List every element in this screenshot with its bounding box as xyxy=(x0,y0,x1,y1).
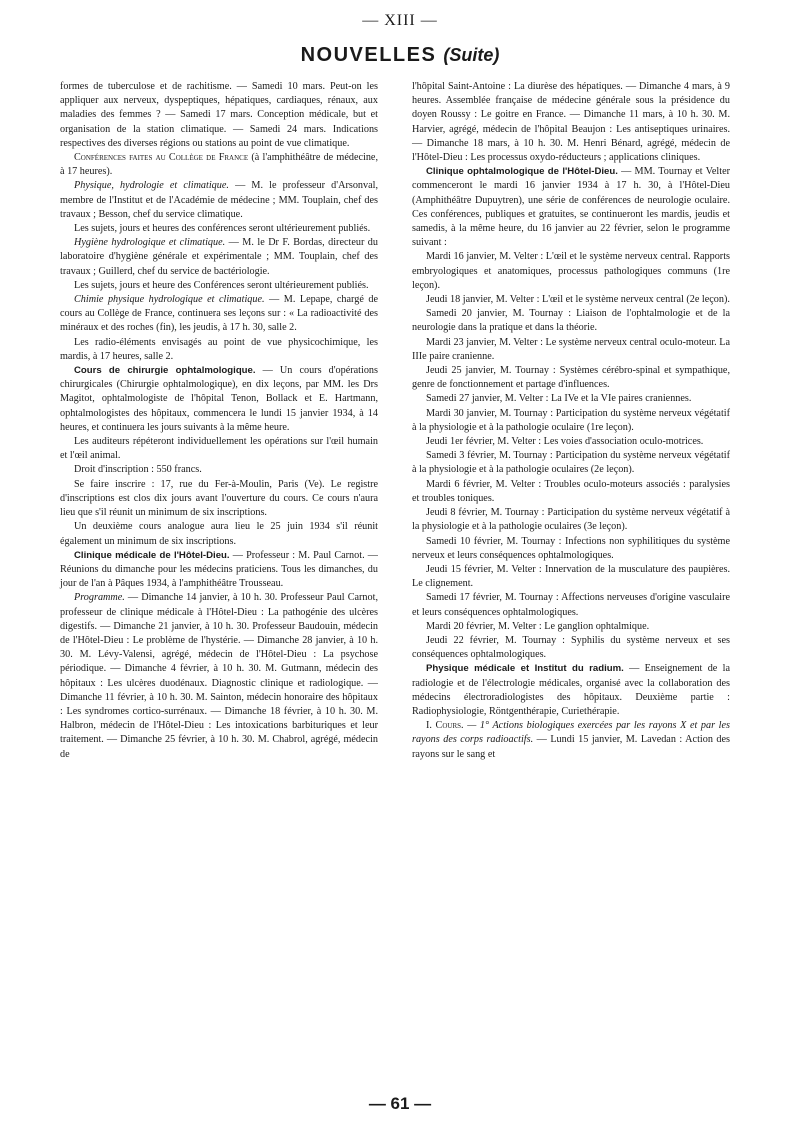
list-item: Mardi 16 janvier, M. Velter : L'œil et le système nerveux central. Rapports embryologiques et anatomiques, processus pathologiques communs (1re leçon). xyxy=(412,251,730,291)
list-item: Mardi 20 février, M. Velter : Le ganglion ophtalmique. xyxy=(426,620,650,632)
list-item: Samedi 27 janvier, M. Velter : La IVe et la VIe paires craniennes. xyxy=(426,393,692,405)
left-column xyxy=(60,80,378,762)
paragraph: Un deuxième cours analogue aura lieu le 25 juin 1934 s'il réunit également un minimum de six inscriptions. xyxy=(60,521,378,547)
page-title xyxy=(0,44,800,67)
section-heading: Clinique ophtalmologique de l'Hôtel-Dieu. xyxy=(426,166,618,178)
page-roman-number: — XIII — xyxy=(362,12,438,29)
paragraph: Les sujets, jours et heures des conférences seront ultérieurement publiés. xyxy=(74,223,371,235)
section-heading: Physique médicale et Institut du radium. xyxy=(426,663,624,675)
paragraph: I. Cours. — 1° Actions biologiques exercées par les rayons X et par les rayons des corps radioactifs. — Lundi 15 janvier, M. Lavedan : Action des rayons sur le sang et xyxy=(412,720,730,760)
subheading: Programme. xyxy=(74,592,125,604)
title-main: NOUVELLES xyxy=(300,44,437,66)
list-item: Jeudi 25 janvier, M. Tournay : Systèmes cérébro-spinal et sympathique, genre de fonctionnement et partage d'influences. xyxy=(412,365,730,391)
list-item: Samedi 17 février, M. Tournay : Affections nerveuses d'origine vasculaire et leurs conséquences ophtalmologiques. xyxy=(412,592,730,618)
paragraph: Cours de chirurgie ophtalmologique. — Un cours d'opérations chirurgicales (Chirurgie ophtalmologique), en dix leçons, par MM. les Drs Magitot, ophtalmologiste de l'hôpital Tenon, Bollack et E. Hartmann, ophtalmologistes des hôpitaux, commencera le lundi 15 janvier 1934, à 14 heures, et continuera les jours suivants à la même heure. xyxy=(60,365,378,433)
subheading: Hygiène hydrologique et climatique. xyxy=(74,237,226,249)
page-number: — 61 — xyxy=(368,1094,432,1113)
paragraph: Physique médicale et Institut du radium. — Enseignement de la radiologie et de l'électrologie médicales, organisé avec la collaboration des médecins électroradiologistes des hôpitaux. Deuxième partie : Radiophysiologie, Röntgenthérapie, Curiethérapie. xyxy=(412,663,731,717)
list-item: Mardi 23 janvier, M. Velter : Le système nerveux central oculo-moteur. La IIIe paire cranienne. xyxy=(412,336,730,362)
section-heading: Conférences faites au Collège de France xyxy=(74,152,249,164)
paragraph: Programme. — Dimanche 14 janvier, à 10 h. 30. Professeur Paul Carnot, professeur de clinique médicale à l'Hôtel-Dieu : La pathogénie des ulcères digestifs. — Dimanche 21 janvier, à 10 h. 30. Professeur Baudouin, médecin de l'Hôtel-Dieu : Le problème de l'hystérie. — Dimanche 28 janvier, à 10 h. 30. M. Lévy-Valensi, agrégé, médecin de l'Hôtel-Dieu : La psychose périodique. — Dimanche 4 février, à 10 h. 30. M. Gutmann, médecin des hôpitaux : Les ulcères duodénaux. Diagnostic clinique et radiologique. — Dimanche 11 février, à 10 h. 30. M. Sainton, médecin honoraire des hôpitaux : Les syndromes cortico-surrénaux. — Dimanche 18 février, à 10 h. 30. M. Halbron, médecin de l'Hôtel-Dieu : Les intoxications barbituriques et leur traitement. — Dimanche 25 février, à 10 h. 30. M. Chabrol, agrégé, médecin de xyxy=(60,592,378,760)
list-item: Jeudi 22 février, M. Tournay : Syphilis du système nerveux et ses conséquences ophtalmologiques. xyxy=(412,634,730,661)
paragraph: formes de tuberculose et de rachitisme. — Samedi 10 mars. Peut-on les appliquer aux nerveux, dyspeptiques, hépatiques, cardiaques, rénaux, aux maladies des femmes ? — Samedi 17 mars. Conception médicale, but et organisation de la station climatique. — Samedi 24 mars. Indications respectives des diverses régions ou stations au point de vue climatique. xyxy=(60,81,378,149)
subheading: Chimie physique hydrologique et climatique. xyxy=(74,294,265,306)
section-heading: Cours de chirurgie ophtalmologique. xyxy=(74,365,256,377)
subheading: Physique, hydrologie et climatique. xyxy=(74,180,229,192)
section-heading: Clinique médicale de l'Hôtel-Dieu. xyxy=(74,549,230,561)
paragraph: Conférences faites au Collège de France (à l'amphithéâtre de médecine, à 17 heures). xyxy=(60,152,378,178)
paragraph: Hygiène hydrologique et climatique. — M. le Dr F. Bordas, directeur du laboratoire d'hygiène générale et expérimentale ; MM. Touplain, chef des travaux ; Guillerd, chef du service de bactériologie. xyxy=(60,237,378,277)
list-item: Samedi 10 février, M. Tournay : Infections non syphilitiques du système nerveux et leurs conséquences ophtalmologiques. xyxy=(412,535,730,561)
paragraph: Physique, hydrologie et climatique. — M. le professeur d'Arsonval, membre de l'Institut et de l'Académie de médecine ; MM. Touplain, chef des travaux ; Besson, chef du service climatique. xyxy=(60,180,378,220)
paragraph: Les auditeurs répéteront individuellement les opérations sur l'œil humain et l'œil animal. xyxy=(60,436,378,462)
paragraph: l'hôpital Saint-Antoine : La diurèse des hépatiques. — Dimanche 4 mars, à 9 heures. Assemblée française de médecine générale sous la présidence du doyen Roussy : Le goitre en France. — Dimanche 11 mars, à 10 h. 30. M. Harvier, agrégé, médecin de l'hôpital Beaujon : Les antiseptiques urinaires. — Dimanche 18 mars, à 10 h. 30. M. Henri Bénard, agrégé, médecin de l'Hôtel-Dieu : Les processus oxydo-réducteurs ; applications cliniques. xyxy=(412,81,730,164)
list-item: Jeudi 15 février, M. Velter : Innervation de la musculature des paupières. Le clignement. xyxy=(412,563,730,590)
right-column xyxy=(412,80,730,762)
paragraph: Clinique médicale de l'Hôtel-Dieu. — Professeur : M. Paul Carnot. — Réunions du dimanche pour les médecins praticiens. Tous les dimanches, du jour de l'an à Pâques 1934, à l'amphithéâtre Trousseau. xyxy=(60,549,378,590)
paragraph: Chimie physique hydrologique et climatique. — M. Lepape, chargé de cours au Collège de France, continuera ses leçons sur : « La radioactivité des minéraux et des roches (fin), les jeudis, à 17 h. 30, salle 2. xyxy=(60,294,378,334)
list-item: Mardi 30 janvier, M. Tournay : Participation du système nerveux végétatif à la physiologie et à la pathologie oculaire (1re leçon). xyxy=(412,407,730,433)
subheading: — 1° Actions biologiques exercées par les rayons X et par les rayons des corps radioactifs. xyxy=(412,720,730,746)
paragraph: Les radio-éléments envisagés au point de vue physicochimique, les mardis, à 17 heures, salle 2. xyxy=(60,336,378,362)
list-item: Jeudi 8 février, M. Tournay : Participation du système nerveux végétatif à la physiologie et à la pathologie oculaires (3e leçon). xyxy=(412,507,730,533)
list-item: Jeudi 1er février, M. Velter : Les voies d'association oculo-motrices. xyxy=(426,436,704,448)
paragraph: Se faire inscrire : 17, rue du Fer-à-Moulin, Paris (Ve). Le registre d'inscriptions est clos dix jours avant l'ouverture du cours. Ce cours n'aura lieu que s'il réunit un minimum de six inscriptions. xyxy=(60,478,378,519)
list-item: Samedi 3 février, M. Tournay : Participation du système nerveux végétatif à la physiologie et à la pathologie oculaires (2e leçon). xyxy=(412,450,730,476)
list-item: Jeudi 18 janvier, M. Velter : L'œil et le système nerveux central (2e leçon). xyxy=(426,294,730,306)
title-suite: (Suite) xyxy=(443,45,500,65)
paragraph: Clinique ophtalmologique de l'Hôtel-Dieu. — MM. Tournay et Velter commenceront le mardi 16 janvier 1934 à 17 h. 30, à l'Hôtel-Dieu (Amphithéâtre Dupuytren), une série de conférences de neurologie oculaire. Ces conférences, publiques et gratuites, se continueront les mardis, jeudis et samedis, à la même heure, du 16 janvier au 22 février, selon le programme suivant : xyxy=(412,166,730,249)
list-item: Samedi 20 janvier, M. Tournay : Liaison de l'ophtalmologie et de la neurologie dans la pratique et dans la théorie. xyxy=(412,308,730,334)
section-heading: I. Cours. xyxy=(426,720,464,732)
paragraph: Les sujets, jours et heure des Conférences seront ultérieurement publiés. xyxy=(74,279,369,291)
paragraph: Droit d'inscription : 550 francs. xyxy=(74,464,202,476)
list-item: Mardi 6 février, M. Velter : Troubles oculo-moteurs associés : paralysies et troubles toniques. xyxy=(412,478,730,504)
